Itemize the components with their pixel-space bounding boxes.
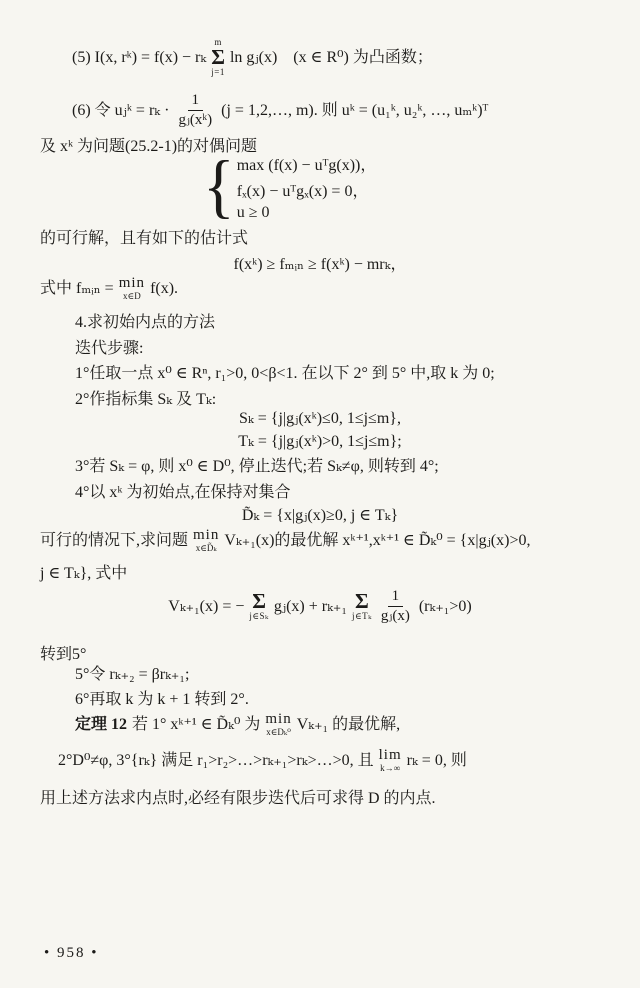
set-S-definition: Sₖ = {j|gⱼ(xᵏ)≤0, 1≤j≤m},	[239, 410, 401, 427]
fmin-post: f(x).	[150, 280, 179, 298]
summation-symbol-S	[249, 588, 269, 622]
dual-problem-intro: 及 xᵏ 为问题(25.2-1)的对偶问题	[40, 138, 258, 155]
estimate-formula: f(xᵏ) ≥ fₘᵢₙ ≥ f(xᵏ) − mrₖ，	[233, 256, 407, 273]
sum-upper-limit: m	[214, 37, 222, 47]
page-number: • 958 •	[44, 945, 99, 961]
fraction-denominator: gⱼ(xᵏ)	[178, 112, 213, 129]
min-operator-2	[193, 528, 219, 554]
theorem-pre: 若 1° xᵏ⁺¹ ∈ D̃ₖ⁰ 为	[132, 716, 261, 734]
summation-symbol	[211, 38, 225, 78]
sigma-glyph-T: Σ	[355, 588, 369, 613]
equation-list	[237, 152, 377, 222]
fraction-numerator: 1	[188, 92, 204, 111]
set-T-definition: Tₖ = {j|gⱼ(xᵏ)>0, 1≤j≤m};	[238, 433, 402, 450]
theorem2-post: rₖ = 0, 则	[406, 752, 467, 770]
sigma-glyph-S: Σ	[252, 588, 266, 613]
sum-lower-limit-T: j∈Tₖ	[351, 610, 372, 621]
min-operator	[119, 276, 145, 302]
step-2: 2°作指标集 Sₖ 及 Tₖ:	[75, 391, 217, 408]
min-subscript-3: x∈Dₖ⁰	[266, 727, 291, 737]
feasible-post: Vₖ₊₁(x)的最优解 xᵏ⁺¹,xᵏ⁺¹ ∈ D̃ₖ⁰ = {x|gⱼ(x)>0,	[224, 532, 531, 550]
v-formula-post: (rₖ₊₁>0)	[418, 597, 472, 615]
statement-6-post: (j = 1,2,…, m). 则 uᵏ = (u₁ᵏ, u₂ᵏ, …, uₘᵏ)ᵀ	[221, 101, 489, 119]
sum-lower-limit-S: j∈Sₖ	[249, 610, 269, 621]
theorem-conditions	[58, 748, 467, 774]
equation-3: u ≥ 0	[236, 204, 270, 221]
step-6: 6°再取 k 为 k + 1 转到 2°.	[75, 691, 249, 708]
steps-label: 迭代步骤:	[75, 340, 144, 357]
section-title: 4.求初始内点的方法	[75, 314, 216, 331]
feasible-paragraph	[40, 528, 530, 554]
summation-symbol-T	[351, 588, 372, 622]
fraction-2-numerator: 1	[388, 588, 404, 607]
statement-5	[72, 38, 433, 78]
v-formula	[0, 588, 640, 626]
fraction	[174, 92, 216, 130]
min-subscript-2: x∈D̃ₖ	[195, 543, 217, 553]
statement-6	[72, 92, 488, 130]
min-word-3: min	[265, 711, 292, 727]
statement-5-pre: (5) I(x, rᵏ) = f(x) − rₖ	[72, 49, 207, 67]
step-5: 5°令 rₖ₊₂ = βrₖ₊₁;	[75, 666, 190, 683]
theorem-label: 定理 12	[75, 716, 128, 734]
theorem-conclusion: 用上述方法求内点时,必经有限步迭代后可求得 D 的内点.	[40, 790, 436, 807]
left-brace: {	[203, 147, 235, 227]
equation-system	[203, 147, 377, 227]
min-subscript: x∈D	[123, 291, 141, 301]
lim-subscript: k→∞	[380, 763, 401, 773]
sigma-glyph: Σ	[211, 44, 225, 69]
v-formula-mid: gⱼ(x) + rₖ₊₁	[273, 597, 347, 615]
statement-6-pre: (6) 令 uⱼᵏ = rₖ ·	[72, 101, 170, 119]
step-1: 1°任取一点 x⁰ ∈ Rⁿ, r₁>0, 0<β<1. 在以下 2° 到 5° 中,取 k 为 0;	[75, 365, 495, 382]
min-word: min	[118, 275, 146, 291]
statement-5-post: ln gⱼ(x) (x ∈ R⁰) 为凸函数；	[229, 49, 433, 67]
feasible-paragraph-2: j ∈ Tₖ}, 式中	[40, 565, 128, 582]
fmin-definition	[40, 276, 178, 302]
equation-1: max (f(x) − uᵀg(x))，	[236, 157, 377, 174]
min-operator-3	[265, 712, 291, 738]
feasible-pre: 可行的情况下,求问题	[40, 532, 189, 550]
feasible-solution-line: 的可行解，且有如下的估计式	[40, 230, 249, 247]
lim-word: lim	[378, 747, 402, 763]
equation-2: fₓ(x) − uᵀgₓ(x) = 0，	[236, 183, 369, 200]
step-3: 3°若 Sₖ = φ, 则 x⁰ ∈ D⁰, 停止迭代;若 Sₖ≠φ, 则转到 4°;	[75, 458, 439, 475]
fmin-pre: 式中 fₘᵢₙ =	[40, 280, 114, 298]
sum-lower-limit: j=1	[211, 66, 225, 77]
fraction-2	[377, 588, 414, 626]
goto-5-line: 转到5°	[40, 646, 87, 663]
theorem2-pre: 2°D⁰≠φ, 3°{rₖ} 满足 r₁>r₂>…>rₖ₊₁>rₖ>…>0, 且	[58, 752, 374, 770]
set-D-definition: D̃ₖ = {x|gⱼ(x)≥0, j ∈ Tₖ}	[241, 507, 399, 524]
theorem-12	[75, 712, 400, 738]
min-word-2: min	[193, 527, 220, 543]
lim-operator	[379, 748, 402, 774]
v-formula-pre: Vₖ₊₁(x) = −	[168, 597, 245, 615]
step-4: 4°以 xᵏ 为初始点,在保持对集合	[75, 484, 291, 501]
theorem-post: Vₖ₊₁ 的最优解,	[296, 716, 401, 734]
fraction-2-denominator: gⱼ(x)	[380, 608, 410, 625]
